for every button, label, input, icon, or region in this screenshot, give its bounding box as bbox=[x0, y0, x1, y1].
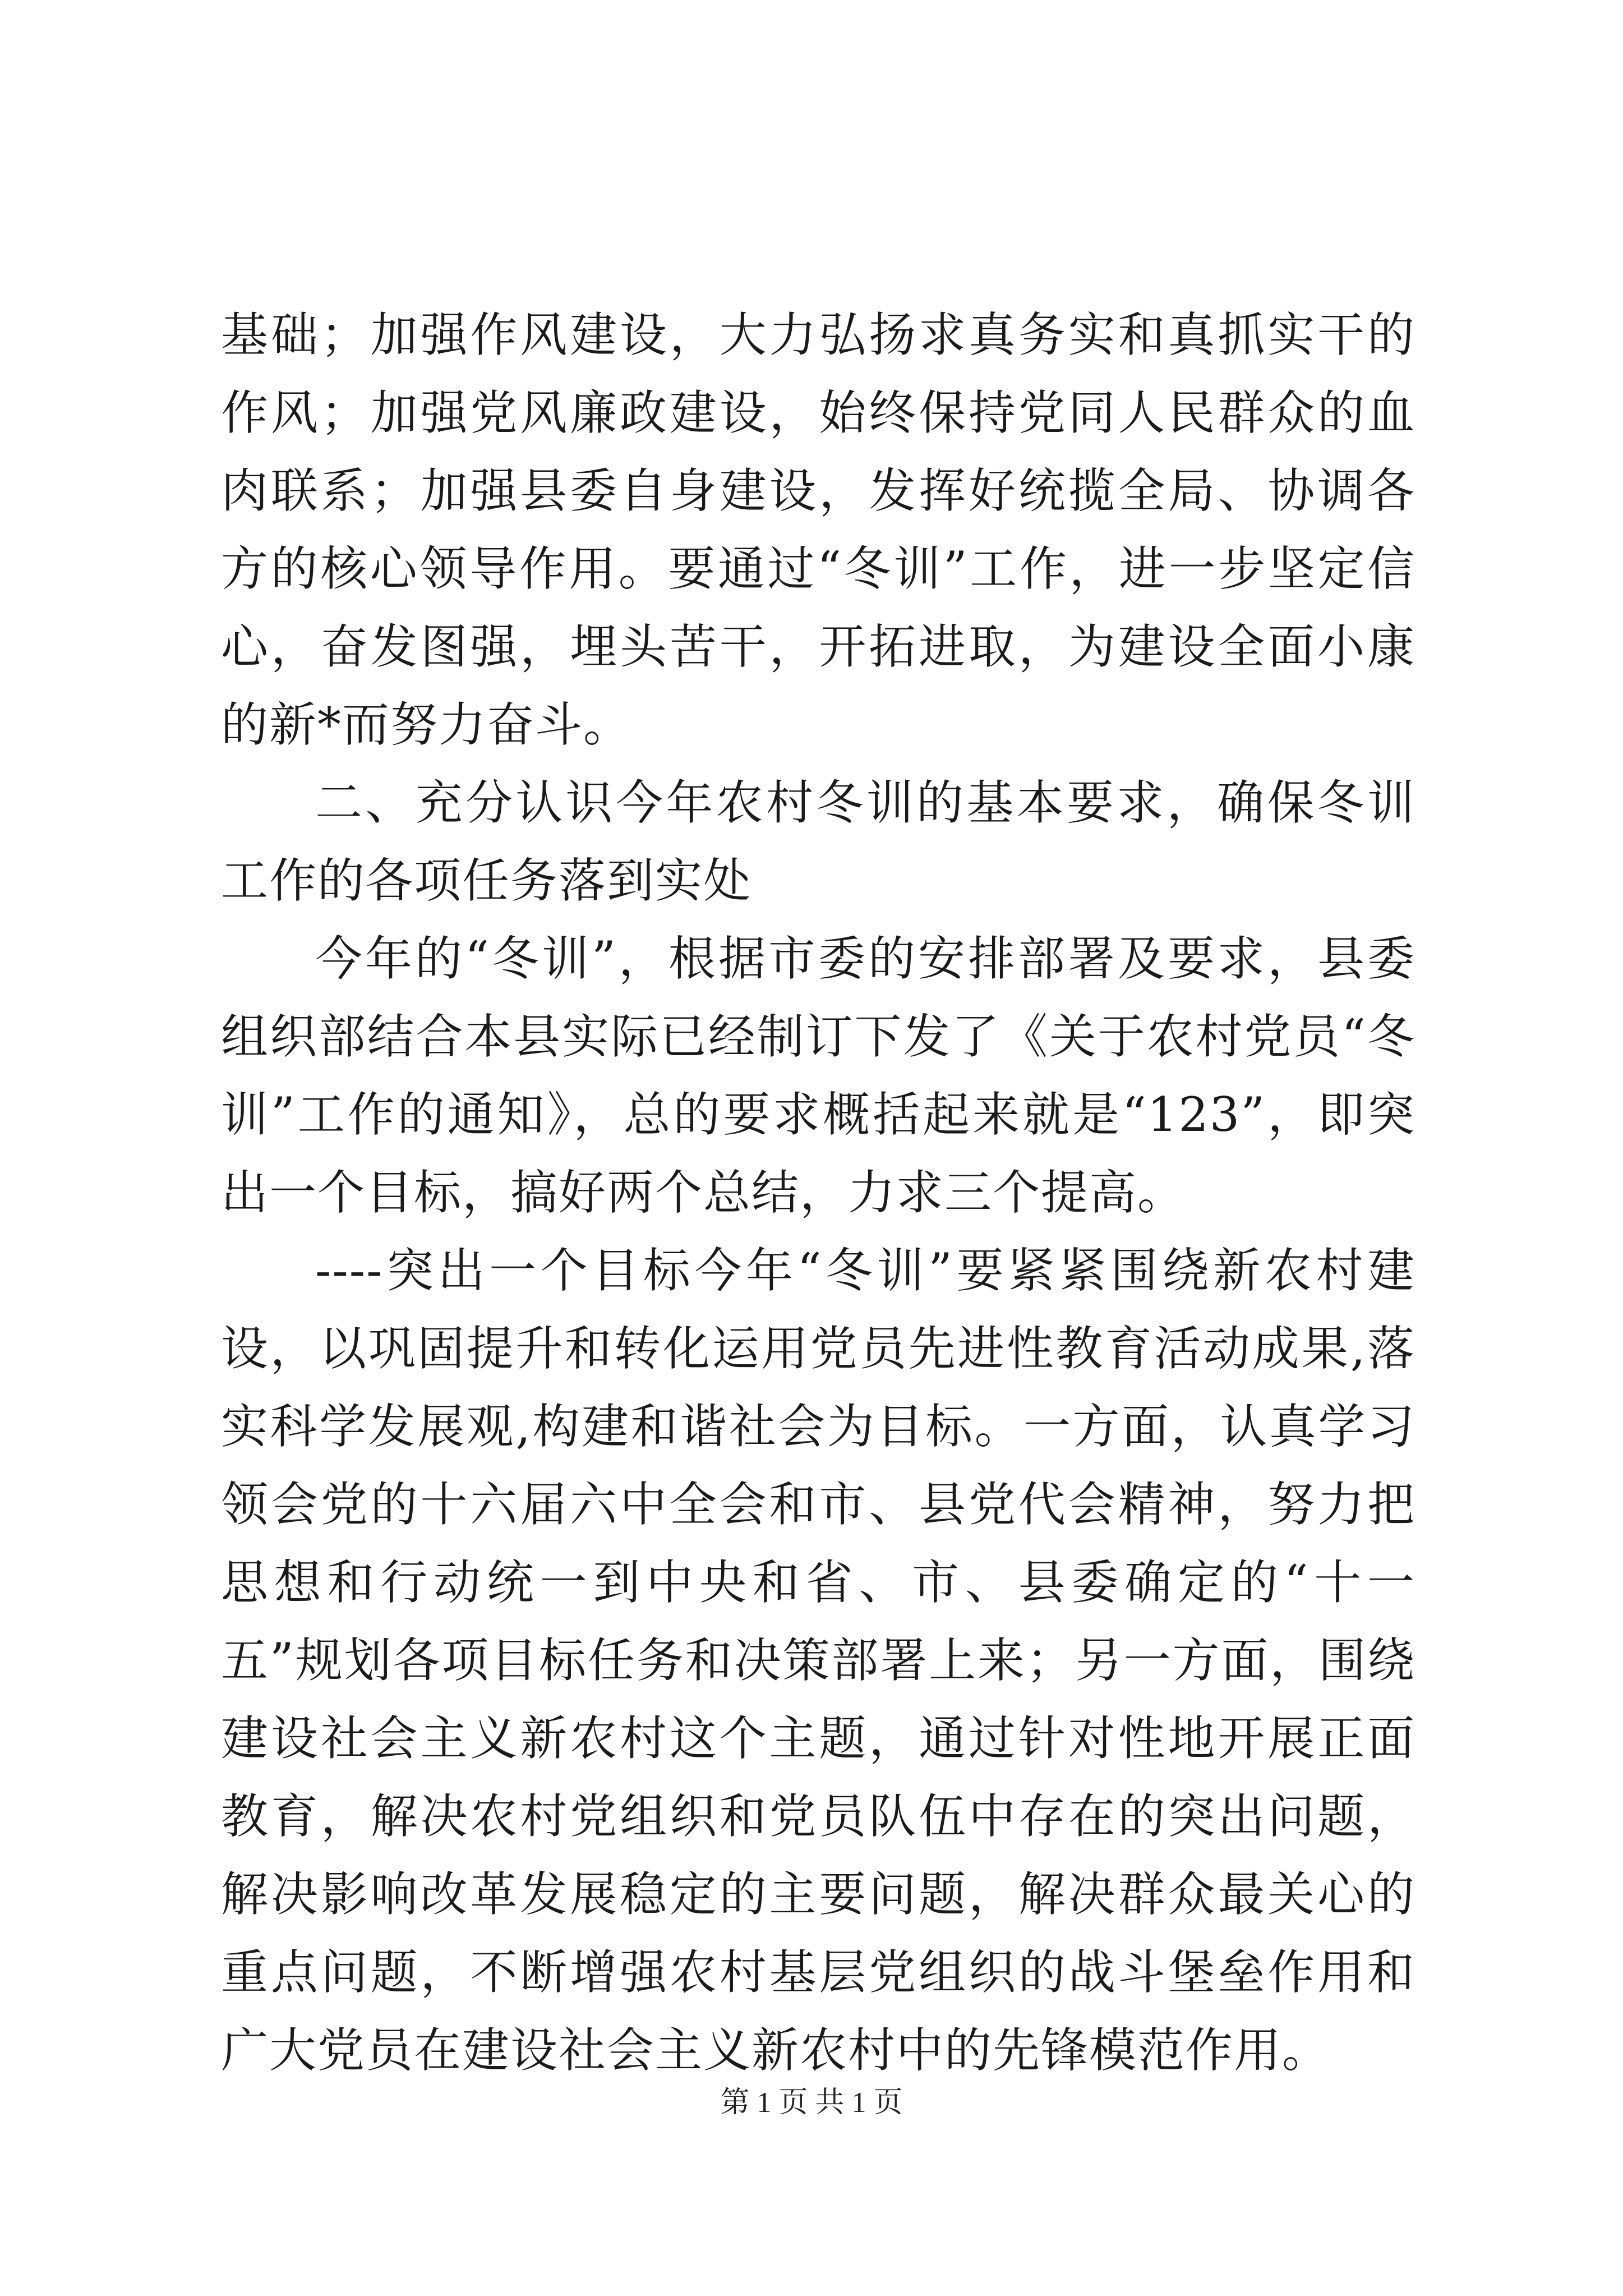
page-footer: 第 1 页 共 1 页 bbox=[720, 2087, 903, 2119]
paragraph-continued: 基础；加强作风建设，大力弘扬求真务实和真抓实干的作风；加强党风廉政建设，始终保持党同人民群众的血肉联系；加强县委自身建设，发挥好统揽全局、协调各方的核心领导作用。要通过“冬训”工作，进一步坚定信心，奋发图强，埋头苦干，开拓进取，为建设全面小康的新*而努力奋斗。 bbox=[221, 307, 1415, 752]
document-body bbox=[221, 296, 1415, 2090]
paragraph-requirements: 今年的“冬训”，根据市委的安排部署及要求，县委组织部结合本县实际已经制订下发了《关于农村党员“冬训”工作的通知》，总的要求概括起来就是“123”，即突出一个目标，搞好两个总结，力求三个提高。 bbox=[221, 931, 1415, 1220]
section-heading-2: 二、充分认识今年农村冬训的基本要求，确保冬训工作的各项任务落到实处 bbox=[221, 775, 1415, 908]
paragraph-goal: ----突出一个目标今年“冬训”要紧紧围绕新农村建设，以巩固提升和转化运用党员先进性教育活动成果,落实科学发展观,构建和谐社会为目标。一方面，认真学习领会党的十六届六中全会和市、县党代会精神，努力把思想和行动统一到中央和省、市、县委确定的“十一五”规划各项目标任务和决策部署上来；另一方面，围绕建设社会主义新农村这个主题，通过针对性地开展正面教育，解决农村党组织和党员队伍中存在的突出问题，解决影响改革发展稳定的主要问题，解决群众最关心的重点问题，不断增强农村基层党组织的战斗堡垒作用和广大党员在建设社会主义新农村中的先锋模范作用。 bbox=[221, 1243, 1415, 2078]
